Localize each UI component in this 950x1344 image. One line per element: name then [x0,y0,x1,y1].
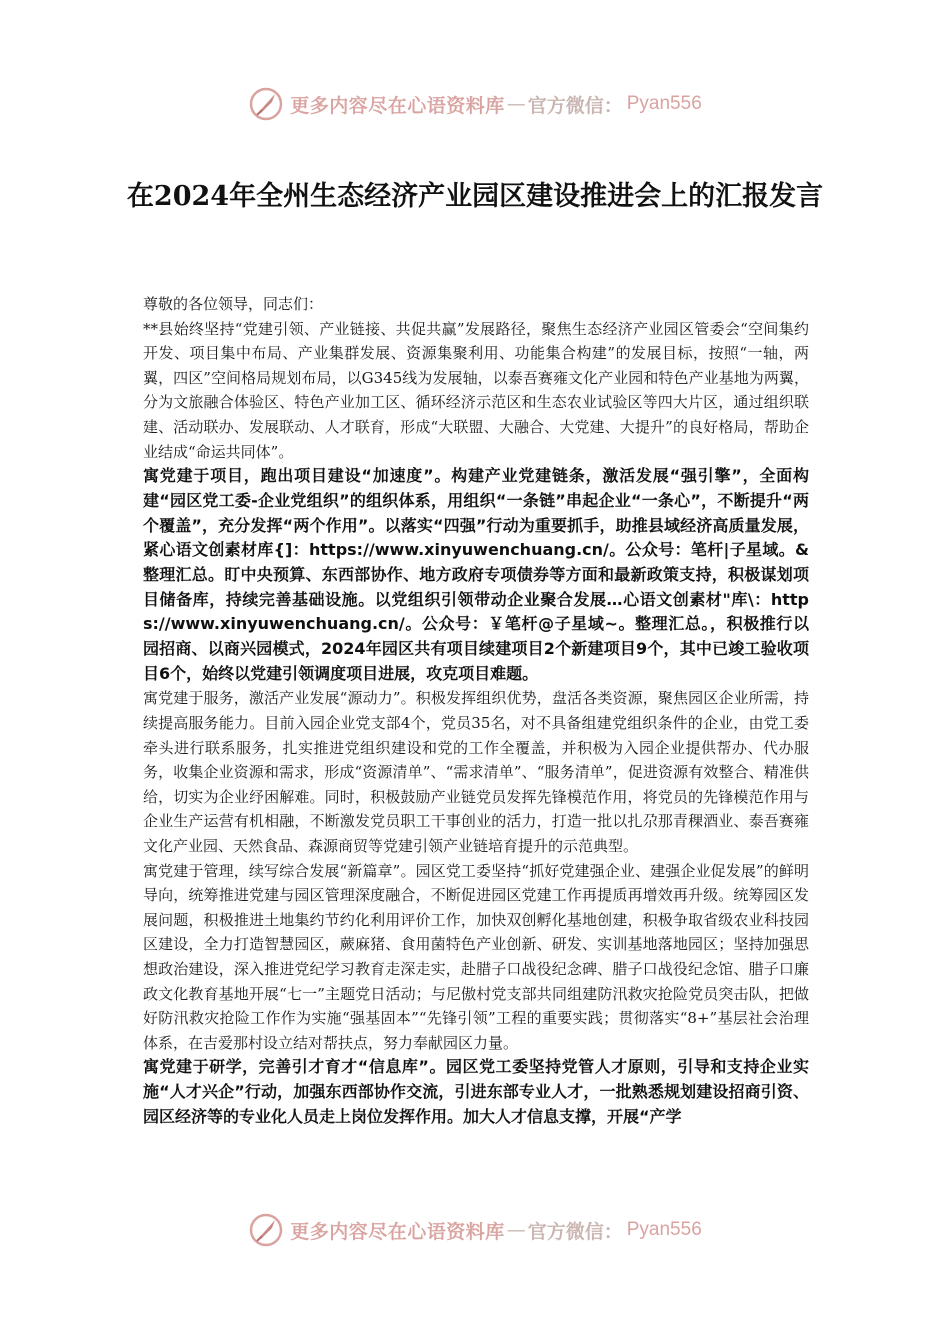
paragraph-services: 寓党建于服务，激活产业发展“源动力”。积极发挥组织优势，盘活各类资源，聚焦园区企业所需，持续提高服务能力。目前入园企业党支部4个，党员35名，对不具备组建党组织条件的企业，由党工委牵头进行联系服务，扎实推进党组织建设和党的工作全覆盖，并积极为入园企业提供帮办、代办服务，收集企业资源和需求，形成“资源清单”、“需求清单”、“服务清单”，促进资源有效整合、精准供给，切实为企业纾困解难。同时，积极鼓励产业链党员发挥先锋模范作用，将党员的先锋模范作用与企业生产运营有机相融，不断激发党员职工干事创业的活力，打造一批以扎尕那青稞酒业、泰吾赛雍文化产业园、天然食品、森源商贸等党建引领产业链培育提升的示范典型。 [143,689,809,856]
watermark-wechat-id: Pyan556 [626,1219,702,1240]
watermark-separator: — [506,1219,526,1241]
quill-logo-icon [248,1212,284,1248]
watermark-text: 更多内容尽在心语资料库 [290,1220,505,1243]
watermark-banner-bottom [0,1210,950,1250]
paragraph-research: 寓党建于研学，完善引才育才“信息库”。园区党工委坚持党管人才原则，引导和支持企业实施“人才兴企”行动，加强东西部协作交流，引进东部专业人才，一批熟悉规划建设招商引资、园区经济等的专业化人员走上岗位发挥作用。加大人才信息支撑，开展“产学 [143,1057,809,1126]
paragraph-projects: 寓党建于项目，跑出项目建设“加速度”。构建产业党建链条，激活发展“强引擎”，全面构建“园区党工委-企业党组织”的组织体系，用组织“一条链”串起企业“一条心”，不断提升“两个覆盖”，充分发挥“两个作用”。以落实“四强”行动为重要抓手，助推县域经济高质量发展，紧心语文创素材库{]：https://www.xinyuwenchuang.cn/。公众号：笔杆|子星域。&整理汇总。盯中央预算、东西部协作、地方政府专项债券等方面和最新政策支持，积极谋划项目储备库，持续完善基础设施。以党组织引领带动企业聚合发展…心语文创素材"库\：https://www.xinyuwenchuang.cn/。公众号：￥笔杆@子星域~。整理汇总。，积极推行以园招商、以商兴园模式，2024年园区共有项目续建项目2个新建项目9个，其中已竣工验收项目6个，始终以党建引领调度项目进展，攻克项目难题。 [143,466,809,683]
document-body [143,292,809,1130]
watermark-wechat-label: 官方微信： [527,1220,623,1243]
watermark-banner-top [0,84,950,124]
watermark-wechat-label: 官方微信： [527,94,623,117]
salutation: 尊敬的各位领导，同志们： [143,295,324,313]
paragraph-management: 寓党建于管理，续写综合发展“新篇章”。园区党工委坚持“抓好党建强企业、建强企业促发展”的鲜明导向，统筹推进党建与园区管理深度融合，不断促进园区党建工作再提质再增效再升级。统筹园区发展问题，积极推进土地集约节约化利用评价工作，加快双创孵化基地创建，积极争取省级农业科技园区建设，全力打造智慧园区，蕨麻猪、食用菌特色产业创新、研发、实训基地落地园区；坚持加强思想政治建设，深入推进党纪学习教育走深走实，赴腊子口战役纪念碑、腊子口战役纪念馆、腊子口廉政文化教育基地开展“七一”主题党日活动；与尼傲村党支部共同组建防汛救灾抢险党员突击队，把做好防汛救灾抢险工作作为实施“强基固本”“先锋引领”工程的重要实践；贯彻落实“8+”基层社会治理体系，在吉爱那村设立结对帮扶点，努力奉献园区力量。 [143,861,809,1052]
watermark-text: 更多内容尽在心语资料库 [290,94,505,117]
document-title: 在2024年全州生态经济产业园区建设推进会上的汇报发言 [126,181,824,213]
quill-logo-icon [248,86,284,122]
watermark-separator: — [506,93,526,115]
watermark-wechat-id: Pyan556 [626,93,702,114]
paragraph-intro: **县始终坚持“党建引领、产业链接、共促共赢”发展路径，聚焦生态经济产业园区管委会“空间集约开发、项目集中布局、产业集群发展、资源集聚利用、功能集合构建”的发展目标，按照“一轴，两翼，四区”空间格局规划布局，以G345线为发展轴，以泰吾赛雍文化产业园和特色产业基地为两翼，分为文旅融合体验区、特色产业加工区、循环经济示范区和生态农业试验区等四大片区，通过组织联建、活动联办、发展联动、人才联育，形成“大联盟、大融合、大党建、大提升”的良好格局，帮助企业结成“命运共同体”。 [143,319,809,461]
